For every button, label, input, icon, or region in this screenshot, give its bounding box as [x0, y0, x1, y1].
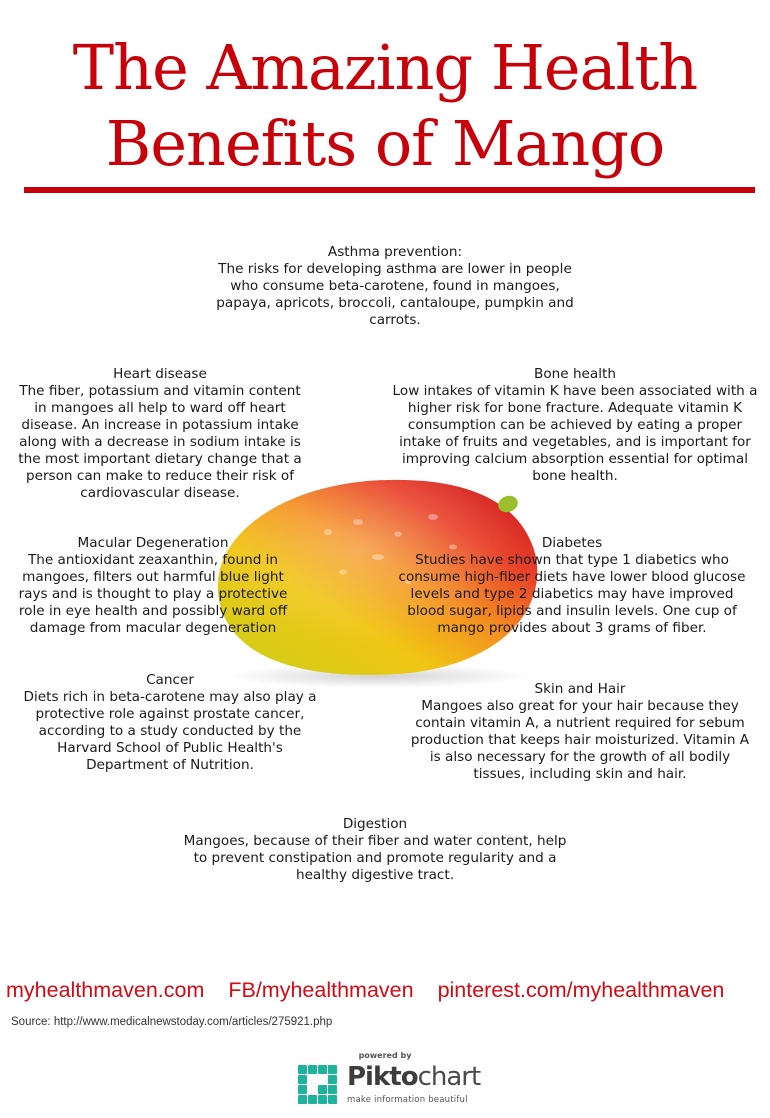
asthma-line: carrots.: [369, 312, 421, 328]
heart-line: the most important dietary change that a: [18, 451, 302, 467]
bone-line: bone health.: [532, 468, 618, 484]
cancer-line: Department of Nutrition.: [86, 757, 254, 773]
digestion-line: Mangoes, because of their fiber and water content, help: [183, 833, 567, 849]
section-cancer: [0, 672, 340, 774]
piktochart-tagline: make information beautiful: [347, 1095, 468, 1105]
facebook-link[interactable]: FB/myhealthmaven: [228, 978, 414, 1002]
cancer-line: Diets rich in beta-carotene may also play a: [23, 689, 317, 705]
section-skin-and-hair: [390, 681, 770, 783]
cancer-line: Harvard School of Public Health's: [57, 740, 283, 756]
piktochart-wordmark: [347, 1062, 480, 1092]
section-macular-degeneration: [0, 535, 306, 637]
title-line-2: Benefits of Mango: [105, 107, 665, 180]
macular-line: rays and is thought to play a protective: [18, 586, 288, 602]
bone-line: improving calcium absorption essential for optimal: [401, 451, 749, 467]
skin-line: production that keeps hair moisturized. Vitamin A: [410, 732, 750, 748]
diabetes-line: blood sugar, lipids and insulin levels. One cup of: [407, 603, 737, 619]
digestion-line: to prevent constipation and promote regularity and a: [193, 850, 557, 866]
website-link[interactable]: myhealthmaven.com: [6, 978, 205, 1002]
diabetes-line: Studies have shown that type 1 diabetics who: [415, 552, 729, 568]
cancer-line: protective role against prostate cancer,: [35, 706, 305, 722]
source-citation: Source: http://www.medicalnewstoday.com/articles/275921.php: [11, 1016, 333, 1028]
digestion-heading: Digestion: [342, 816, 408, 832]
heart-line: along with a decrease in sodium intake is: [19, 434, 301, 450]
page-title: [0, 30, 770, 182]
heart-line: disease. An increase in potassium intake: [21, 417, 299, 433]
cancer-heading: Cancer: [146, 672, 194, 688]
footer-links: [6, 978, 770, 1003]
skin-line: Mangoes also great for your hair because they: [421, 698, 739, 714]
asthma-heading: Asthma prevention:: [327, 244, 463, 260]
asthma-line: The risks for developing asthma are lower in people: [218, 261, 572, 277]
bone-line: higher risk for bone fracture. Adequate vitamin K: [407, 400, 743, 416]
asthma-line: papaya, apricots, broccoli, cantaloupe, pumpkin and: [216, 295, 574, 311]
heart-heading: Heart disease: [113, 366, 207, 382]
brand-light: chart: [417, 1062, 481, 1092]
asthma-line: who consume beta-carotene, found in mangoes,: [230, 278, 560, 294]
diabetes-line: levels and type 2 diabetics may have improved: [410, 586, 734, 602]
diabetes-heading: Diabetes: [541, 535, 603, 551]
macular-line: mangoes, filters out harmful blue light: [22, 569, 284, 585]
skin-heading: Skin and Hair: [534, 681, 626, 697]
cancer-line: according to a study conducted by the: [38, 723, 302, 739]
digestion-line: healthy digestive tract.: [295, 867, 455, 883]
title-underline: [24, 187, 755, 193]
title-line-1: The Amazing Health: [72, 31, 698, 104]
macular-line: damage from macular degeneration: [29, 620, 277, 636]
bone-heading: Bone health: [534, 366, 616, 382]
powered-by-label: powered by: [358, 1051, 412, 1060]
brand-bold: Pikto: [347, 1062, 418, 1092]
heart-line: person can make to reduce their risk of: [25, 468, 295, 484]
heart-line: in mangoes all help to ward off heart: [34, 400, 286, 416]
bone-line: Low intakes of vitamin K have been associated with a: [392, 383, 758, 399]
section-heart-disease: [0, 366, 320, 502]
skin-line: is also necessary for the growth of all bodily: [429, 749, 731, 765]
pinterest-link[interactable]: pinterest.com/myhealthmaven: [437, 978, 725, 1002]
heart-line: The fiber, potassium and vitamin content: [19, 383, 301, 399]
skin-line: contain vitamin A, a nutrient required for sebum: [415, 715, 745, 731]
diabetes-line: mango provides about 3 grams of fiber.: [437, 620, 707, 636]
section-bone-health: [375, 366, 770, 485]
skin-line: tissues, including skin and hair.: [473, 766, 687, 782]
macular-line: The antioxidant zeaxanthin, found in: [27, 552, 279, 568]
section-diabetes: [372, 535, 770, 637]
section-digestion: [160, 816, 590, 884]
bone-line: intake of fruits and vegetables, and is important for: [399, 434, 751, 450]
piktochart-logo-icon: [298, 1065, 338, 1105]
section-asthma: [190, 244, 600, 329]
heart-line: cardiovascular disease.: [80, 485, 240, 501]
macular-line: role in eye health and possibly ward off: [18, 603, 288, 619]
bone-line: consumption can be achieved by eating a proper: [407, 417, 743, 433]
diabetes-line: consume high-fiber diets have lower blood glucose: [398, 569, 746, 585]
macular-heading: Macular Degeneration: [77, 535, 229, 551]
